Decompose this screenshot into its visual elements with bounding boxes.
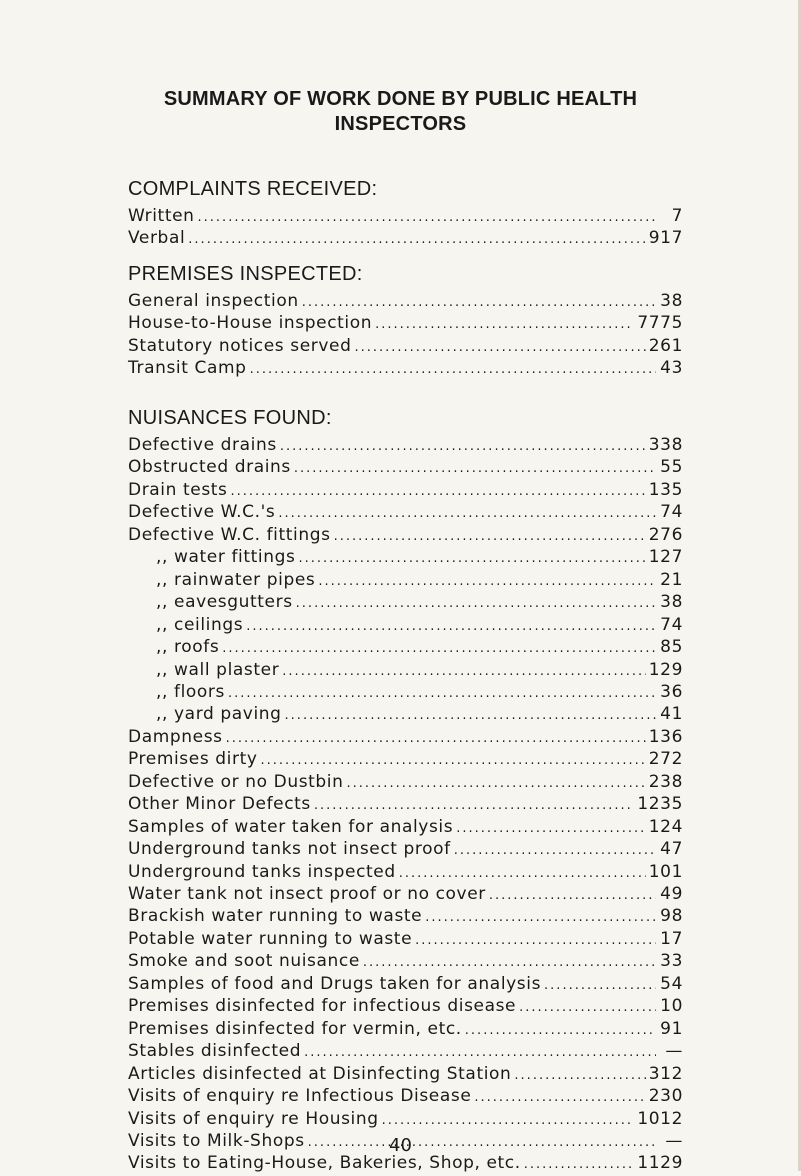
table-row bbox=[128, 479, 683, 501]
dot-leader bbox=[285, 705, 656, 727]
row-label: Samples of water taken for analysis bbox=[128, 816, 454, 837]
row-label: Other Minor Defects bbox=[128, 794, 311, 815]
dot-leader bbox=[454, 840, 656, 862]
section-heading: COMPLAINTS RECEIVED: bbox=[128, 178, 378, 200]
table-row bbox=[128, 950, 683, 972]
row-label: Written bbox=[128, 206, 195, 226]
table-row bbox=[128, 681, 683, 703]
row-label: Samples of food and Drugs taken for analysis bbox=[128, 973, 542, 994]
row-value: 1129 bbox=[637, 1153, 683, 1174]
row-value: 91 bbox=[660, 1018, 683, 1039]
table-row bbox=[128, 357, 683, 379]
dot-leader bbox=[474, 1087, 645, 1109]
row-label: Dampness bbox=[128, 726, 223, 747]
table-row bbox=[128, 546, 683, 568]
dot-leader bbox=[282, 661, 645, 683]
table-row bbox=[128, 659, 683, 681]
row-label: Defective or no Dustbin bbox=[128, 771, 344, 792]
dot-leader bbox=[228, 683, 656, 705]
row-label: ,, ceilings bbox=[156, 614, 244, 635]
row-value: 21 bbox=[660, 569, 683, 590]
row-label: Underground tanks inspected bbox=[128, 861, 396, 882]
dot-leader bbox=[347, 773, 646, 795]
dot-leader bbox=[198, 207, 656, 229]
table-row bbox=[128, 524, 683, 546]
table-row bbox=[128, 816, 683, 838]
dot-leader bbox=[519, 997, 656, 1019]
row-label: ,, floors bbox=[156, 681, 225, 702]
dot-leader bbox=[226, 728, 646, 750]
row-label: ,, wall plaster bbox=[156, 659, 280, 680]
table-row bbox=[128, 726, 683, 748]
row-label: General inspection bbox=[128, 291, 299, 311]
row-label: Visits of enquiry re Housing bbox=[128, 1108, 379, 1129]
table-row bbox=[128, 335, 683, 357]
row-value: 238 bbox=[648, 771, 683, 792]
row-label: Visits to Eating-House, Bakeries, Shop, etc. bbox=[128, 1153, 521, 1174]
row-label: Premises disinfected for infectious disease bbox=[128, 996, 517, 1017]
row-value: 98 bbox=[660, 906, 683, 927]
row-label: Underground tanks not insect proof bbox=[128, 839, 451, 860]
table-row bbox=[128, 614, 683, 636]
row-label: Brackish water running to waste bbox=[128, 906, 423, 927]
row-label: Premises dirty bbox=[128, 749, 258, 770]
row-label: ,, roofs bbox=[156, 637, 220, 658]
row-label: House-to-House inspection bbox=[128, 313, 373, 334]
table-row bbox=[128, 771, 683, 793]
row-value: 1235 bbox=[637, 794, 683, 815]
table-row bbox=[128, 290, 683, 312]
row-value: 136 bbox=[648, 726, 683, 747]
row-label: Defective drains bbox=[128, 435, 277, 455]
dot-leader bbox=[280, 436, 646, 458]
row-value: 124 bbox=[648, 816, 683, 837]
row-label: Verbal bbox=[128, 228, 186, 249]
dot-leader bbox=[294, 458, 656, 480]
row-value: 74 bbox=[660, 502, 683, 523]
row-value: 276 bbox=[648, 524, 683, 545]
row-value: 127 bbox=[648, 547, 683, 568]
dot-leader bbox=[188, 229, 645, 251]
row-value: 312 bbox=[648, 1063, 683, 1084]
row-label: Obstructed drains bbox=[128, 457, 291, 478]
row-value: 43 bbox=[660, 358, 683, 379]
dot-leader bbox=[375, 314, 634, 336]
dot-leader bbox=[314, 795, 634, 817]
row-value: 49 bbox=[660, 884, 683, 904]
row-label: Premises disinfected for vermin, etc. bbox=[128, 1018, 462, 1039]
table-row bbox=[128, 883, 683, 905]
row-value: 17 bbox=[660, 928, 683, 949]
dot-leader bbox=[231, 481, 646, 503]
row-value: 917 bbox=[648, 228, 683, 249]
table-row bbox=[128, 703, 683, 725]
row-label: Articles disinfected at Disinfecting Station bbox=[128, 1063, 512, 1084]
dot-leader bbox=[298, 548, 645, 570]
table-row bbox=[128, 793, 683, 815]
table-row bbox=[128, 312, 683, 334]
dot-leader bbox=[465, 1020, 656, 1042]
row-label: ,, yard paving bbox=[156, 704, 282, 725]
row-value: — bbox=[665, 1041, 683, 1062]
dot-leader bbox=[246, 616, 656, 638]
row-label: Visits of enquiry re Infectious Disease bbox=[128, 1086, 472, 1107]
dot-leader bbox=[489, 885, 656, 907]
table-row bbox=[128, 861, 683, 883]
row-label: Potable water running to waste bbox=[128, 928, 413, 949]
dot-leader bbox=[334, 526, 646, 548]
table-row bbox=[128, 838, 683, 860]
row-value: 38 bbox=[660, 291, 683, 311]
dot-leader bbox=[302, 292, 656, 314]
row-label: Defective W.C.'s bbox=[128, 502, 276, 523]
row-label: ,, rainwater pipes bbox=[156, 569, 316, 590]
table-row bbox=[128, 636, 683, 658]
row-label: Drain tests bbox=[128, 479, 228, 500]
row-value: 85 bbox=[660, 637, 683, 658]
table-row bbox=[128, 501, 683, 523]
table-row bbox=[128, 456, 683, 478]
row-label: Defective W.C. fittings bbox=[128, 524, 331, 545]
table-row bbox=[128, 434, 683, 456]
table-row bbox=[128, 1040, 683, 1062]
dot-leader bbox=[278, 503, 656, 525]
row-value: 7775 bbox=[637, 313, 683, 334]
dot-leader bbox=[456, 818, 646, 840]
row-label: ,, water fittings bbox=[156, 547, 296, 568]
row-value: 1012 bbox=[637, 1108, 683, 1129]
row-value: — bbox=[665, 1130, 683, 1151]
row-value: 36 bbox=[660, 681, 683, 702]
dot-leader bbox=[296, 593, 656, 615]
table-row bbox=[128, 591, 683, 613]
row-value: 33 bbox=[660, 951, 683, 972]
table-row bbox=[128, 973, 683, 995]
row-label: Stables disinfected bbox=[128, 1041, 302, 1062]
dot-leader bbox=[399, 863, 646, 885]
table-row bbox=[128, 1108, 683, 1130]
dot-leader bbox=[222, 638, 656, 660]
dot-leader bbox=[382, 1110, 635, 1132]
row-label: Statutory notices served bbox=[128, 335, 352, 356]
dot-leader bbox=[318, 571, 656, 593]
row-label: ,, eavesgutters bbox=[156, 592, 293, 613]
table-row bbox=[128, 205, 683, 227]
row-value: 135 bbox=[648, 479, 683, 500]
page-number: 40 bbox=[389, 1135, 412, 1156]
section-heading: PREMISES INSPECTED: bbox=[128, 263, 363, 285]
table-row bbox=[128, 1085, 683, 1107]
row-label: Smoke and soot nuisance bbox=[128, 951, 360, 972]
table-row bbox=[128, 748, 683, 770]
row-value: 272 bbox=[648, 749, 683, 770]
table-row bbox=[128, 227, 683, 249]
row-value: 55 bbox=[660, 457, 683, 478]
table-row bbox=[128, 928, 683, 950]
row-value: 230 bbox=[648, 1086, 683, 1107]
table-row bbox=[128, 1063, 683, 1085]
row-label: Visits to Milk-Shops bbox=[128, 1130, 305, 1151]
table-row bbox=[128, 569, 683, 591]
row-value: 74 bbox=[660, 614, 683, 635]
row-value: 7 bbox=[671, 206, 683, 226]
dot-leader bbox=[250, 359, 656, 381]
row-value: 38 bbox=[660, 592, 683, 613]
row-value: 47 bbox=[660, 839, 683, 860]
row-value: 261 bbox=[648, 335, 683, 356]
table-row bbox=[128, 995, 683, 1017]
dot-leader bbox=[363, 952, 656, 974]
row-label: Water tank not insect proof or no cover bbox=[128, 884, 486, 904]
dot-leader bbox=[544, 975, 656, 997]
dot-leader bbox=[415, 930, 656, 952]
dot-leader bbox=[354, 337, 645, 359]
dot-leader bbox=[514, 1065, 645, 1087]
table-row bbox=[128, 1018, 683, 1040]
row-value: 101 bbox=[648, 861, 683, 882]
row-value: 10 bbox=[660, 996, 683, 1017]
row-value: 338 bbox=[648, 435, 683, 455]
dot-leader bbox=[524, 1154, 635, 1176]
row-value: 129 bbox=[648, 659, 683, 680]
row-value: 54 bbox=[660, 973, 683, 994]
table-row bbox=[128, 905, 683, 927]
section-heading: NUISANCES FOUND: bbox=[128, 407, 332, 429]
page-title-line2: INSPECTORS bbox=[334, 113, 467, 135]
dot-leader bbox=[261, 750, 646, 772]
page-title: SUMMARY OF WORK DONE BY PUBLIC HEALTH bbox=[163, 88, 638, 110]
row-value: 41 bbox=[660, 704, 683, 725]
row-label: Transit Camp bbox=[128, 358, 247, 379]
dot-leader bbox=[304, 1042, 656, 1064]
dot-leader bbox=[425, 907, 656, 929]
